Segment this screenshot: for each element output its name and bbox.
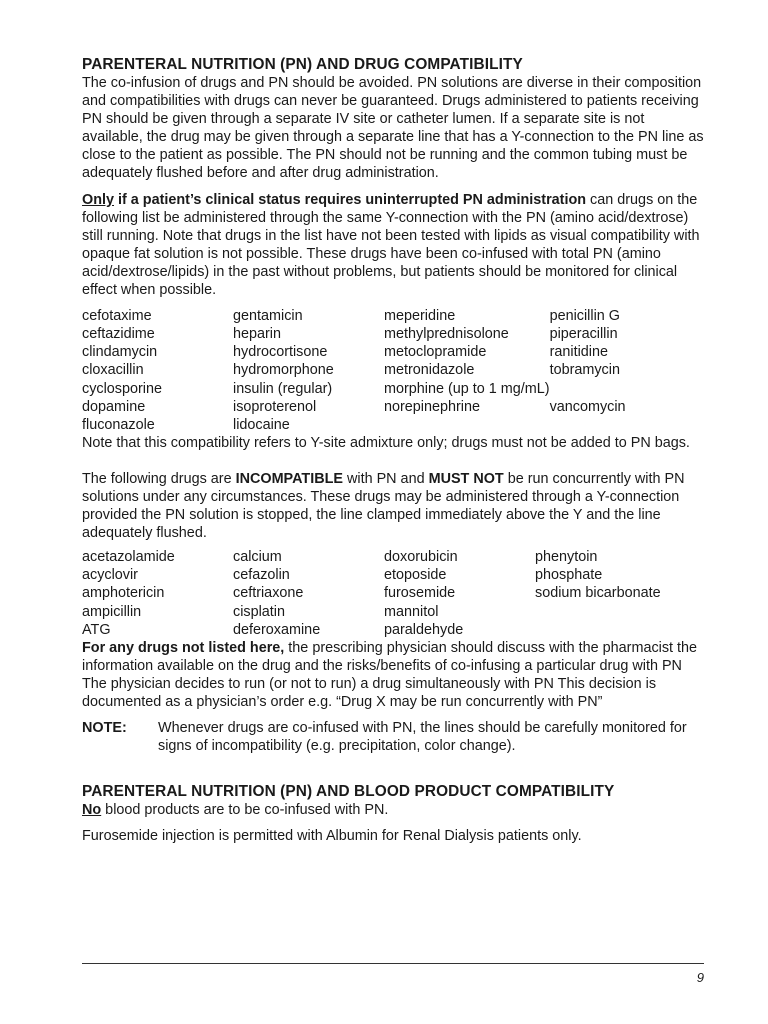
intro-paragraph: The co-infusion of drugs and PN should be avoided. PN solutions are diverse in their composition and compatibilities with drugs can never be guaranteed. Drugs administered to patients receiving PN should be given through a separate IV site or catheter lumen. If a separate site is not available, the drug may be given through a separate line that has a Y-connection to the PN line as close to the patient as possible. The PN should not be running and the common tubing must be adequately flushed before and after drug administration. bbox=[82, 75, 704, 182]
drug-name: heparin bbox=[233, 326, 282, 343]
unlisted-text: the prescribing physician should discuss with the pharmacist the information available on the drug and the risks/benefits of co-infusing a particular drug with PN The physician decides to run (or not to run) a drug simultaneously with PN This decision is documented as a physician’s order e.g. “Drug X may be run concurrently with PN” bbox=[82, 639, 698, 710]
must-not-emphasis: MUST NOT bbox=[428, 470, 504, 487]
drug-name: piperacillin bbox=[549, 326, 618, 343]
drug-name: cisplatin bbox=[233, 603, 285, 620]
uninterrupted-pn-text: can drugs on the following list be administered through the same Y-connection with the PN (amino acid/dextrose) still running. Note that drugs in the list have not been tested with lipids as visual compatibility with opaque fat solution is not possible. These drugs have been co-infused with total PN (amino acid/dextrose/lipids) in the past without problems, but patients should be monitored for clinical effect when possible. bbox=[82, 191, 700, 299]
drug-name: methylprednisolone bbox=[384, 326, 509, 343]
drug-name: ATG bbox=[82, 621, 111, 638]
page-number: 9 bbox=[696, 970, 704, 985]
drug-name: tobramycin bbox=[549, 362, 620, 379]
drug-name: mannitol bbox=[384, 603, 439, 620]
drug-name: lidocaine bbox=[233, 416, 290, 433]
incompatible-drug-row bbox=[82, 566, 686, 584]
compatible-drug-row bbox=[82, 343, 701, 361]
incompatible-drugs-table bbox=[82, 548, 686, 638]
drug-name: cefazolin bbox=[233, 567, 290, 584]
drug-name: clindamycin bbox=[82, 344, 158, 361]
drug-name: ceftriaxone bbox=[233, 585, 304, 602]
blood-product-section bbox=[82, 783, 706, 845]
drug-name: acyclovir bbox=[82, 567, 138, 584]
drug-name: paraldehyde bbox=[384, 621, 464, 638]
incompatible-drug-row bbox=[82, 603, 686, 621]
drug-name: phenytoin bbox=[535, 549, 598, 566]
section-heading-blood-product: PARENTERAL NUTRITION (PN) AND BLOOD PRODUCT COMPATIBILITY bbox=[82, 783, 615, 801]
uninterrupted-pn-paragraph bbox=[82, 191, 706, 300]
only-emphasis: Only bbox=[82, 191, 114, 208]
note-label: NOTE: bbox=[82, 720, 127, 737]
drug-name: doxorubicin bbox=[384, 549, 458, 566]
drug-name: dopamine bbox=[82, 398, 146, 415]
ysite-note-paragraph: Note that this compatibility refers to Y-site admixture only; drugs must not be added to PN bags. bbox=[82, 434, 690, 451]
drug-name: fluconazole bbox=[82, 416, 155, 433]
drug-name: phosphate bbox=[535, 567, 603, 584]
clinical-status-emphasis: if a patient’s clinical status requires uninterrupted PN administration bbox=[114, 191, 587, 208]
incompatible-paragraph bbox=[82, 470, 706, 542]
drug-name: ranitidine bbox=[549, 344, 608, 361]
drug-name: cloxacillin bbox=[82, 362, 144, 379]
compatible-drug-row bbox=[82, 398, 701, 416]
drug-name: metoclopramide bbox=[384, 344, 487, 361]
drug-name: morphine (up to 1 mg/mL) bbox=[384, 380, 550, 397]
drug-name: etoposide bbox=[384, 567, 447, 584]
note-text: Whenever drugs are co-infused with PN, the lines should be carefully monitored for signs of incompatibility (e.g. precipitation, color change). bbox=[158, 720, 687, 755]
drug-name bbox=[535, 621, 686, 639]
drug-name: deferoxamine bbox=[233, 621, 321, 638]
drug-name: calcium bbox=[233, 549, 282, 566]
drug-name bbox=[535, 603, 686, 621]
incompatible-drug-row bbox=[82, 584, 686, 602]
compatible-drug-row bbox=[82, 416, 701, 434]
unlisted-drugs-paragraph bbox=[82, 639, 706, 711]
drug-name: acetazolamide bbox=[82, 549, 175, 566]
drug-name bbox=[550, 416, 701, 434]
compatible-drug-row bbox=[82, 325, 701, 343]
no-blood-products-text: blood products are to be co-infused with PN. bbox=[101, 802, 389, 819]
drug-name bbox=[384, 416, 550, 434]
incompatible-text-a: The following drugs are bbox=[82, 470, 236, 487]
drug-name: penicillin G bbox=[549, 308, 620, 325]
drug-name: furosemide bbox=[384, 585, 456, 602]
drug-name: vancomycin bbox=[549, 398, 626, 415]
incompatible-drug-row bbox=[82, 548, 686, 566]
drug-name: hydromorphone bbox=[233, 362, 334, 379]
compatible-drug-row bbox=[82, 380, 701, 398]
drug-name: ampicillin bbox=[82, 603, 142, 620]
drug-name: ceftazidime bbox=[82, 326, 155, 343]
section-heading-drug-compatibility: PARENTERAL NUTRITION (PN) AND DRUG COMPATIBILITY bbox=[82, 56, 523, 73]
drug-name: cefotaxime bbox=[82, 308, 152, 325]
drug-name: amphotericin bbox=[82, 585, 165, 602]
incompatible-text-c: with PN and bbox=[342, 470, 429, 487]
note-block bbox=[82, 719, 706, 755]
drug-name: hydrocortisone bbox=[233, 344, 328, 361]
unlisted-emphasis: For any drugs not listed here, bbox=[82, 639, 285, 656]
compatible-drugs-table bbox=[82, 307, 701, 434]
drug-name: cyclosporine bbox=[82, 380, 162, 397]
footer-rule bbox=[82, 963, 704, 964]
no-blood-products-paragraph bbox=[82, 801, 706, 819]
furosemide-paragraph: Furosemide injection is permitted with Albumin for Renal Dialysis patients only. bbox=[82, 828, 582, 845]
drug-name: gentamicin bbox=[233, 308, 303, 325]
incompatible-emphasis: INCOMPATIBLE bbox=[235, 470, 343, 487]
compatible-drug-row bbox=[82, 307, 701, 325]
no-emphasis: No bbox=[82, 802, 102, 819]
drug-name bbox=[550, 380, 701, 398]
drug-name: sodium bicarbonate bbox=[535, 585, 661, 602]
drug-name: norepinephrine bbox=[384, 398, 481, 415]
compatible-drug-row bbox=[82, 361, 701, 379]
incompatible-drug-row bbox=[82, 621, 686, 639]
document-page bbox=[82, 56, 706, 845]
drug-name: insulin (regular) bbox=[233, 380, 333, 397]
drug-name: isoproterenol bbox=[233, 398, 317, 415]
drug-name: meperidine bbox=[384, 308, 456, 325]
drug-name: metronidazole bbox=[384, 362, 475, 379]
incompatible-text-e: be run concurrently with PN solutions under any circumstances. These drugs may be administered through a Y-connection provided the PN solution is stopped, the line clamped immediately above the Y and the line adequately flushed. bbox=[82, 470, 685, 542]
